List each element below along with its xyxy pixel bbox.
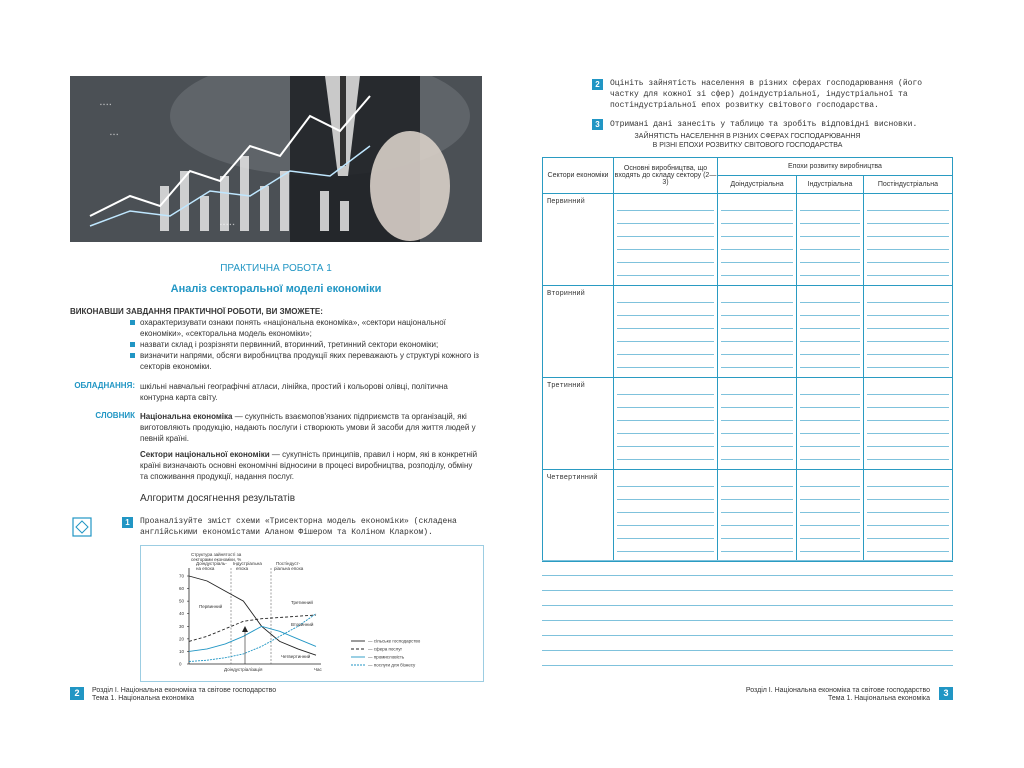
answer-cell[interactable] [614,286,718,378]
answer-line[interactable] [542,575,953,576]
table-row [543,194,953,286]
objective-item: визначити напрями, обсяги виробництва продукції яких переважають у структурі кожного із секторів економіки. [128,350,482,372]
legend-label: — сільське господарство [368,638,421,644]
row-label: Первинний [543,194,614,286]
legend-label: — послуги для бізнесу [368,662,416,668]
answer-line[interactable] [542,605,953,606]
photo-illustration [70,76,482,242]
svg-text:▪ ▪ ▪ ▪: ▪ ▪ ▪ ▪ [100,102,112,108]
answer-line[interactable] [542,590,953,591]
y-tick-label: 50 [179,598,185,604]
glossary-entry [140,449,482,482]
answer-cell[interactable] [718,286,797,378]
answer-cell[interactable] [797,286,864,378]
era-label: ріальна епоха [274,566,304,571]
answer-cell[interactable] [718,378,797,470]
objectives-list [128,317,482,372]
answer-cell[interactable] [797,194,864,286]
series-line [189,576,316,655]
table-row [543,286,953,378]
answer-cell[interactable] [863,378,952,470]
glossary-label: СЛОВНИК [95,411,135,420]
answer-cell[interactable] [863,194,952,286]
page-title: Аналіз секторальної моделі економіки [170,283,382,295]
footer-topic: Тема 1. Національна економіка [828,695,930,702]
col-header-sectors: Сектори економіки [543,158,614,194]
series-line [189,626,316,651]
x-axis-label: Час [314,667,322,672]
answer-line[interactable] [542,650,953,651]
glossary-term: Сектори національної економіки [140,450,270,459]
era-label: епоха [236,566,249,571]
sector-label: Первинний [199,604,223,609]
scheme-icon [72,517,92,537]
col-header-industrial: Індустріальна [797,176,864,194]
sector-label: Третинний [291,600,313,605]
answer-cell[interactable] [614,378,718,470]
employment-table [542,157,953,562]
task-2-text: Оцініть зайнятість населення в різних сферах господарювання (його частку для кожної зі сфер) доіндустріальної, індустріальної та постіндустріальної епох розвитку світового господарства. [610,79,923,110]
answer-line[interactable] [542,665,953,666]
era-label: на епоха [196,566,215,571]
answer-cell[interactable] [863,470,952,562]
footer-topic: Тема 1. Національна економіка [92,695,194,702]
practical-work-label: ПРАКТИЧНА РОБОТА 1 [220,263,332,274]
objective-item: назвати склад і розрізняти первинний, вторинний, третинний сектори економіки; [128,339,482,350]
answer-line[interactable] [542,635,953,636]
row-label: Третинний [543,378,614,470]
arrow-marker [242,626,248,632]
glossary-definition: — сукупність взаємопов'язаних підприємств та організацій, які виготовляють продукцію, надають послуги і створюють умови й засоби для життя людей у певній країні. [140,412,476,443]
y-tick-label: 20 [179,636,185,642]
objective-item: охарактеризувати ознаки понять «національна економіка», «сектори національної економіки», «секторальна модель економіки»; [128,317,482,339]
col-header-preindustrial: Доіндустріальна [718,176,797,194]
y-tick-label: 40 [179,611,185,617]
answer-cell[interactable] [863,286,952,378]
row-label: Вторинний [543,286,614,378]
sector-chart-box [140,545,484,682]
table-title-line: В РІЗНІ ЕПОХИ РОЗВИТКУ СВІТОВОГО ГОСПОДАРСТВА [652,142,843,149]
answer-cell[interactable] [797,470,864,562]
legend-label: — сфера послуг [368,646,403,652]
y-tick-label: 30 [179,623,185,629]
col-header-main: Основні виробництва, що входять до складу сектору (2—3) [614,158,718,194]
glossary-term: Національна економіка [140,412,233,421]
y-tick-label: 70 [179,573,185,579]
row-label: Четвертинний [543,470,614,562]
answer-cell[interactable] [718,470,797,562]
table-row [543,378,953,470]
equipment-label: ОБЛАДНАННЯ: [74,381,135,390]
task-number: 3 [592,119,603,130]
sector-label: Четвертинний [281,654,311,659]
business-chart-photo [70,76,482,242]
equipment-text: шкільні навчальні географічні атласи, лінійка, простий і кольорові олівці, політична контурна карта світу. [140,382,448,402]
era-label: Індустріальна [233,561,262,566]
answer-line[interactable] [542,620,953,621]
page-number: 3 [939,687,953,700]
answer-line[interactable] [542,560,953,561]
chart-title: секторами економіки, % [191,557,242,562]
sector-chart [141,546,483,681]
table-title-line: ЗАЙНЯТІСТЬ НАСЕЛЕННЯ В РІЗНИХ СФЕРАХ ГОСПОДАРЮВАННЯ [634,133,861,140]
page-number: 2 [70,687,84,700]
era-label: Постіндуст- [276,561,301,566]
y-tick-label: 10 [179,648,185,654]
footer-section: Розділ І. Національна економіка та світове господарство [92,687,277,694]
footer-section: Розділ І. Національна економіка та світове господарство [745,687,930,694]
glossary-entry [140,411,482,444]
answer-cell[interactable] [797,378,864,470]
sector-label: Вторинний [291,622,314,627]
col-header-epochs: Епохи розвитку виробництва [718,158,953,176]
col-header-postindustrial: Постіндустріальна [863,176,952,194]
task-number: 1 [122,517,133,528]
algorithm-heading: Алгоритм досягнення результатів [140,493,295,504]
svg-text:▪ ▪ ▪ ▪ ▪: ▪ ▪ ▪ ▪ ▪ [220,222,235,228]
x-mark-label: Доіндустріалізація [224,667,263,672]
answer-cell[interactable] [614,470,718,562]
y-tick-label: 0 [179,661,182,667]
series-line [189,615,316,641]
glossary-definition: — сукупність принципів, правил і норм, які в конкретній країні визначають основні економічні відносини в процесі виробництва, розподілу, обміну та споживання продукції, надання послуг. [140,450,478,481]
task-3-text: Отримані дані занесіть у таблицю та зробіть відповідні висновки. [610,120,918,129]
legend-label: — промисловість [368,654,405,660]
table-row [543,470,953,562]
svg-text:▪ ▪ ▪: ▪ ▪ ▪ [110,132,119,138]
task-number: 2 [592,79,603,90]
table-title [542,132,953,150]
task-1-text: Проаналізуйте зміст схеми «Трисекторна модель економіки» (складена англійськими економістами Аланом Фішером та Коліном Кларком). [140,517,457,537]
objectives-heading: ВИКОНАВШИ ЗАВДАННЯ ПРАКТИЧНОЇ РОБОТИ, ВИ ЗМОЖЕТЕ: [70,307,323,316]
answer-cell[interactable] [614,194,718,286]
answer-cell[interactable] [718,194,797,286]
era-label: Доіндустріаль- [196,561,227,566]
y-tick-label: 60 [179,586,185,592]
chart-title: Структура зайнятості за [191,552,242,557]
